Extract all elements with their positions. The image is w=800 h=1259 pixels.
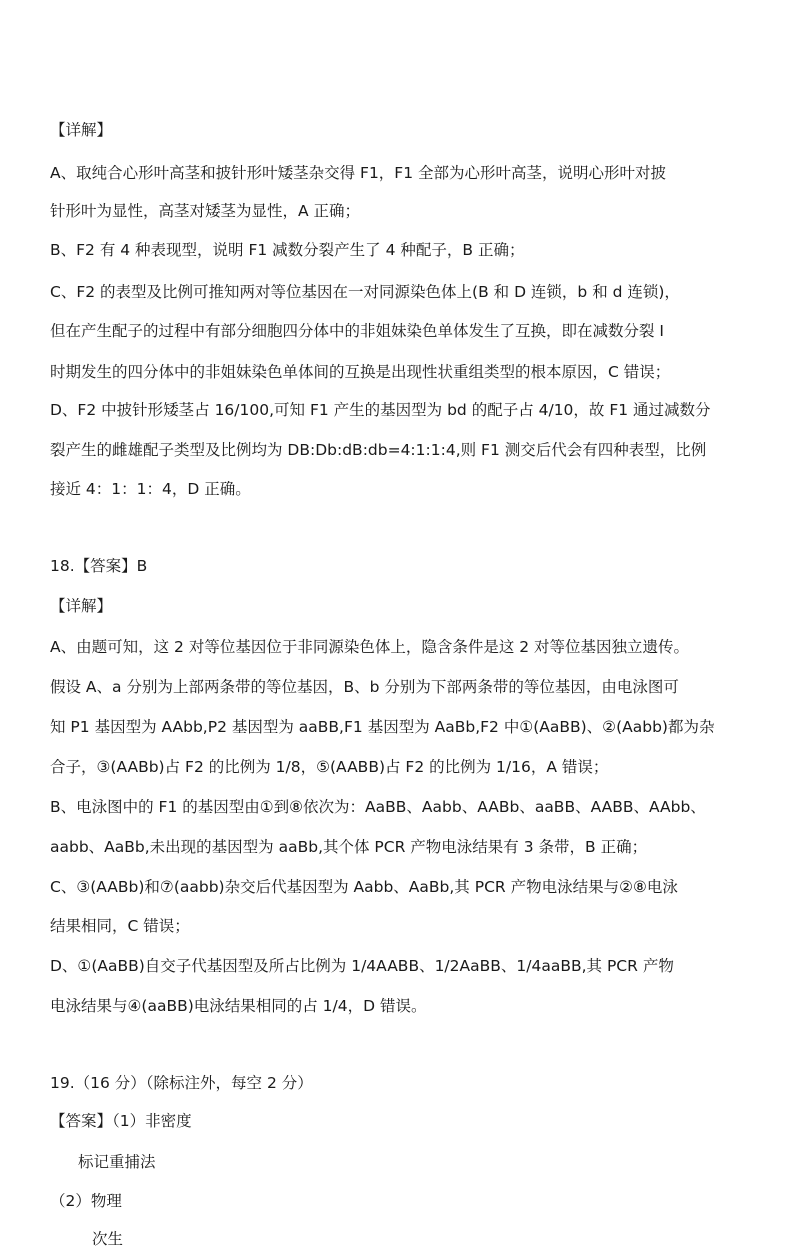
text-line: D、①(AaBB)自交子代基因型及所占比例为 1/4AABB、1/2AaBB、1/4aaBB,其 PCR 产物 (50, 957, 674, 975)
text-line: 知 P1 基因型为 AAbb,P2 基因型为 aaBB,F1 基因型为 AaBb,F2 中①(AaBB)、②(Aabb)都为杂 (50, 718, 715, 736)
section18-heading: 【详解】 (50, 597, 113, 615)
text-line: 结果相同，C 错误； (50, 917, 190, 935)
section19-answer: 【答案】（1）非密度 (50, 1112, 192, 1130)
text-line: aabb、AaBb,未出现的基因型为 aaBb,其个体 PCR 产物电泳结果有 3 条带，B 正确； (50, 838, 648, 856)
text-line: D、F2 中披针形矮茎占 16/100,可知 F1 产生的基因型为 bd 的配子占 4/10，故 F1 通过减数分 (50, 401, 711, 419)
text-line: A、由题可知，这 2 对等位基因位于非同源染色体上，隐含条件是这 2 对等位基因独立遗传。 (50, 638, 690, 656)
text-line: 但在产生配子的过程中有部分细胞四分体中的非姐妹染色单体发生了互换，即在减数分裂 I (50, 322, 665, 340)
text-line: C、F2 的表型及比例可推知两对等位基因在一对同源染色体上(B 和 D 连锁，b 和 d 连锁)， (50, 283, 680, 301)
section19-title: 19.（16 分）（除标注外，每空 2 分） (50, 1074, 313, 1092)
text-line: B、电泳图中的 F1 的基因型由①到⑧依次为：AaBB、Aabb、AABb、aaBB、AABB、AAbb、 (50, 798, 706, 816)
answer-item: 标记重捕法 (78, 1153, 156, 1171)
answer-item: （2）物理 (50, 1192, 122, 1210)
section17-heading: 【详解】 (50, 121, 113, 139)
text-line: 合子，③(AABb)占 F2 的比例为 1/8，⑤(AABB)占 F2 的比例为 1/16，A 错误； (50, 758, 609, 776)
text-line: C、③(AABb)和⑦(aabb)杂交后代基因型为 Aabb、AaBb,其 PCR 产物电泳结果与②⑧电泳 (50, 878, 678, 896)
text-line: B、F2 有 4 种表现型，说明 F1 减数分裂产生了 4 种配子，B 正确； (50, 241, 525, 259)
answer-item: 次生 (92, 1230, 124, 1248)
section18-answer: 18.【答案】B (50, 557, 148, 575)
text-line: 裂产生的雌雄配子类型及比例均为 DB:Db:dB:db=4:1:1:4,则 F1 测交后代会有四种表型，比例 (50, 441, 707, 459)
text-line: 假设 A、a 分别为上部两条带的等位基因，B、b 分别为下部两条带的等位基因，由电泳图可 (50, 678, 679, 696)
text-line: 电泳结果与④(aaBB)电泳结果相同的占 1/4，D 错误。 (50, 997, 427, 1015)
text-line: 接近 4：1：1：4，D 正确。 (50, 480, 251, 498)
text-line: A、取纯合心形叶高茎和披针形叶矮茎杂交得 F1，F1 全部为心形叶高茎，说明心形叶对披 (50, 164, 667, 182)
text-line: 时期发生的四分体中的非姐妹染色单体间的互换是出现性状重组类型的根本原因，C 错误； (50, 363, 671, 381)
text-line: 针形叶为显性，高茎对矮茎为显性，A 正确； (50, 202, 361, 220)
